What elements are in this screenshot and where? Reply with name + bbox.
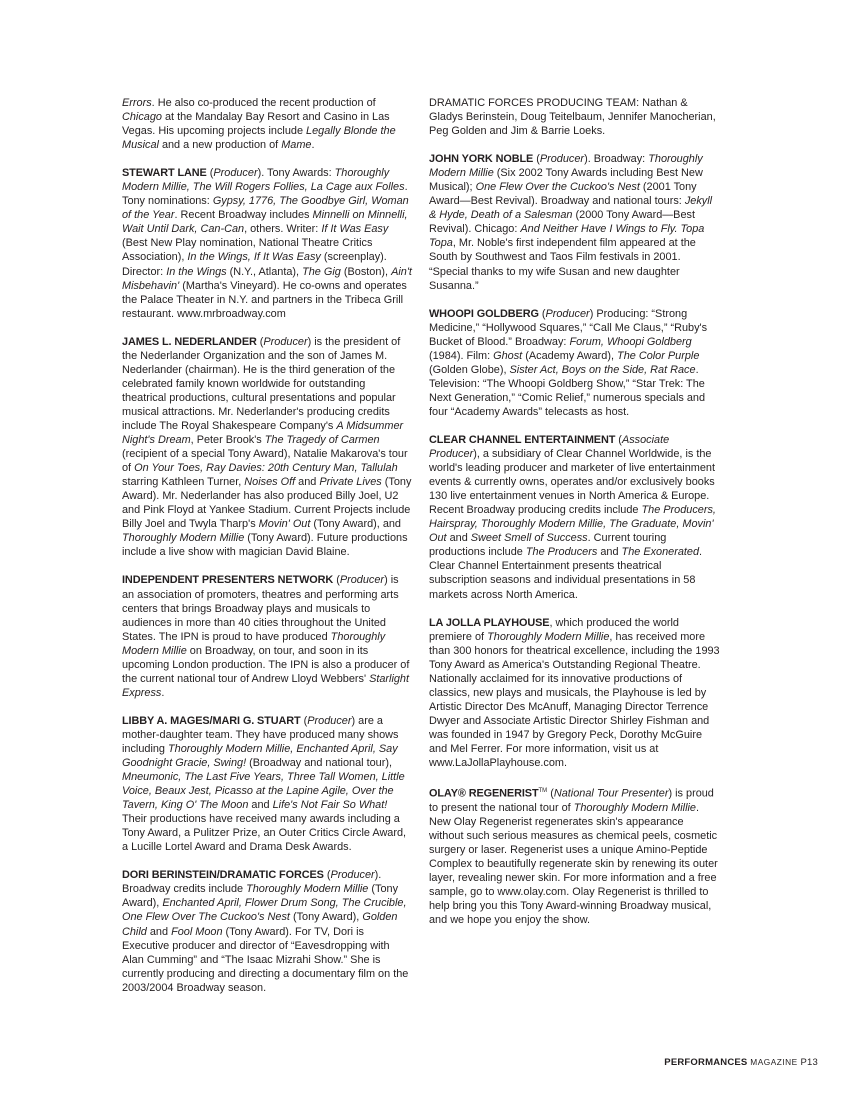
page-number: P13 [800, 1057, 818, 1068]
text-run: Minnelli on Minnelli, Wait Until Dark, Can-Can [122, 209, 408, 236]
text-run: Private Lives [319, 476, 382, 489]
text-run: ), a subsidiary of Clear Channel Worldwide, is the world's leading producer and marketer of live entertainment events & currently owns, operates and/or exclusively books 130 live entertainment venues in North America & Europe. Recent Broadway producing credits include [429, 448, 715, 517]
text-run: Producer [545, 307, 590, 320]
text-run: Movin' Out [258, 518, 311, 531]
text-run: Thoroughly Modern Millie [429, 153, 703, 180]
text-run: (N.Y., Atlanta), [226, 265, 303, 278]
bio-name: JOHN YORK NOBLE [429, 153, 534, 166]
text-run: Fool Moon [171, 925, 223, 938]
text-run: ). Broadway credits include [122, 869, 382, 896]
text-run: The Producers [525, 546, 598, 559]
text-run: and [146, 925, 172, 938]
text-run: (Golden Globe), [429, 363, 510, 376]
bio-name: INDEPENDENT PRESENTERS NETWORK [122, 574, 334, 587]
text-run: ) is the president of the Nederlander Organization and the son of James M. Nederlander (chairman). He is the third generation of the celebrated family known worldwide for outstanding theatrical productions, cultural presentations and popular musical attractions. Mr. Nederlander's producing credits include The Royal Shakespeare Company's [122, 335, 401, 432]
text-run: Producer [213, 167, 258, 180]
text-run: (Tony Award). Future productions include a live show with magician David Blaine. [122, 532, 408, 559]
text-run: ). Tony Awards: [257, 167, 335, 180]
right-column [429, 96, 721, 941]
text-run: . New Olay Regenerist regenerates skin's appearance without such serious measures as chemical peels, cosmetic surgery or laser. Regenerist uses a unique Amino-Peptide Complex to beautifully regenerate skin by renewing its outer layer, revealing newer skin. For more information and a free sample, go to www.olay.com. Olay Regenerist is thrilled to help bring you this Tony Award-winning Broadway musical, and we hope you enjoy the show. [429, 801, 718, 927]
text-run: The Exonerated [621, 546, 700, 559]
bio-name: OLAY® REGENERIST [429, 787, 539, 800]
text-run: and [295, 476, 320, 489]
bio-name: LA JOLLA PLAYHOUSE [429, 616, 550, 629]
text-run: In the Wings [166, 265, 227, 278]
text-run: Noises Off [244, 476, 296, 489]
text-run: Starlight Express [122, 672, 410, 699]
text-run: . He also co-produced the recent production of [151, 97, 376, 109]
text-run: Enchanted April, Flower Drum Song, The Crucible, One Flew Over The Cuckoo's Nest [122, 897, 407, 924]
text-run: ) are a mother-daughter team. They have produced many shows including [122, 714, 399, 755]
text-run: And Neither Have I Wings to Fly. Topa Topa [429, 223, 705, 250]
text-run: Producer [539, 153, 585, 166]
bio-paragraph [122, 166, 412, 321]
text-run: (Broadway and national tour), [246, 757, 393, 770]
text-run: and a new production of [158, 139, 282, 152]
text-run: Producer [307, 714, 352, 727]
text-run: The Tragedy of Carmen [264, 434, 380, 447]
text-run: and [248, 799, 273, 812]
text-run: ) is an association of promoters, theatres and performing arts centers that brings Broadway plays and musicals to audiences in more than 40 cities throughout the United States. The IPN is proud to have produced [122, 574, 399, 643]
bio-paragraph [429, 784, 721, 927]
text-run: Jekyll & Hyde, Death of a Salesman [429, 195, 713, 222]
text-run: One Flew Over the Cuckoo's Nest [475, 181, 640, 194]
text-run: . [311, 139, 315, 152]
bio-paragraph [122, 714, 412, 854]
text-run: , has received more than 300 honors for theatrical excellence, including the 1993 Tony Award as America's Outstanding Regional Theatre. Nationally acclaimed for its innovative productions of classics, new plays and musicals, the Playhouse is led by Artistic Director Des McAnuff, Managing Director Terrence Dwyer and Associate Artistic Director Shirley Fishman and was founded in 1947 by Gregory Peck, Dorothy McGuire and Mel Ferrer. For more information, visit us at www.LaJollaPlayhouse.com. [429, 630, 720, 770]
text-run: (1984). Film: [429, 349, 494, 362]
text-run: ( [256, 335, 264, 348]
text-run: DRAMATIC FORCES PRODUCING TEAM: Nathan & Gladys Berinstein, Doug Teitelbaum, Jennifer Manocherian, Peg Golden and Jim & Barrie Loeks. [429, 97, 716, 138]
text-run: The Gig [302, 265, 341, 278]
text-run: ( [547, 787, 554, 800]
text-run: Producer [339, 574, 385, 587]
text-run: . Current touring productions include [429, 532, 667, 559]
text-run: (Tony Award), [122, 883, 399, 910]
text-run: Producer [263, 335, 308, 348]
text-run: ) is proud to present the national tour of [429, 787, 714, 814]
text-run: Sweet Smell of Success [470, 532, 588, 545]
text-run: Producer [330, 869, 375, 882]
text-run: Sister Act, Boys on the Side, Rat Race [509, 363, 696, 376]
text-run: Gypsy, 1776, The Goodbye Girl, Woman of the Year [122, 195, 409, 222]
text-run: Thoroughly Modern Millie [122, 630, 386, 657]
text-run: Thoroughly Modern Millie, The Will Rogers Follies, La Cage aux Folles [122, 167, 405, 194]
text-run: Their productions have received many awards including a Tony Award, a Pulitzer Prize, an Outer Critics Circle Award, a Lucille Lortel Award and Drama Desk Awards. [122, 813, 407, 854]
text-run: Ghost [493, 349, 523, 362]
text-run: ( [538, 307, 546, 320]
text-run: Mneumonic, The Last Five Years, Three Tall Women, Little Voice, Beaux Jest, Picasso at the Lapine Agile, Over the Tavern, King O' The Moon [122, 771, 405, 812]
text-run: at the Mandalay Bay Resort and Casino in Las Vegas. His upcoming projects include [122, 111, 390, 138]
text-run: (Six 2002 Tony Awards including Best New Musical); [429, 167, 703, 194]
text-run: Legally Blonde the Musical [122, 125, 396, 152]
text-run: Thoroughly Modern Millie [122, 532, 245, 545]
bio-paragraph [122, 335, 412, 560]
text-run: (2000 Tony Award—Best Revival). Chicago: [429, 209, 695, 236]
text-run: on Broadway, on tour, and soon in its upcoming London production. The IPN is also a producer of the current national tour of Andrew Lloyd Webbers' [122, 644, 410, 685]
text-run: ). Broadway: [584, 153, 649, 166]
text-run: , which produced the world premiere of [429, 616, 679, 643]
publication-name: PERFORMANCES [664, 1057, 748, 1068]
text-run: ( [206, 167, 214, 180]
text-run: . [161, 686, 165, 699]
bio-name: WHOOPI GOLDBERG [429, 307, 539, 320]
text-run: and [597, 546, 622, 559]
bio-name: DORI BERINSTEIN/DRAMATIC FORCES [122, 869, 324, 882]
bio-paragraph [122, 868, 412, 994]
bio-paragraph [122, 573, 412, 699]
text-run: , Mr. Noble's first independent film appeared at the South by Southwest and Taos Film festivals in 2001. “Special thanks to my wife Susan and new daughter Susanna.” [429, 237, 696, 292]
left-column [122, 96, 412, 1009]
text-run: ( [323, 869, 331, 882]
text-run: (recipient of a special Tony Award), Natalie Makarova's tour of [122, 448, 408, 475]
text-run: . Recent Broadway includes [174, 209, 313, 222]
text-run: Thoroughly Modern Millie [573, 801, 696, 814]
text-run: ( [533, 153, 540, 166]
text-run: Forum, Whoopi Goldberg [569, 335, 692, 348]
text-run: . Clear Channel Entertainment presents theatrical subscription seasons and individual presentations in 58 markets across North America. [429, 546, 703, 601]
text-run: , others. Writer: [244, 223, 322, 236]
page-footer [600, 1057, 818, 1068]
text-run: Chicago [122, 111, 162, 124]
text-run: If It Was Easy [321, 223, 389, 236]
text-run: On Your Toes, Ray Davies: 20th Century Man, Tallulah [134, 462, 398, 475]
text-run: (Tony Award). Mr. Nederlander has also produced Billy Joel, U2 and Pink Floyd at Yankee Stadium. Current Projects include Billy Joel and Twyla Tharp's [122, 476, 412, 531]
text-run: ( [300, 714, 308, 727]
bio-paragraph [429, 307, 721, 419]
magazine-label: MAGAZINE [750, 1057, 798, 1067]
text-run: Thoroughly Modern Millie [246, 883, 369, 896]
text-run: and [446, 532, 471, 545]
text-run: ( [615, 433, 622, 446]
text-run: , Peter Brook's [190, 434, 265, 447]
text-run: . Television: “The Whoopi Goldberg Show,” “Star Trek: The Next Generation,” “Comic Relief,” numerous specials and four “Academy Awards” telecasts as host. [429, 363, 706, 418]
text-run: Life's Not Fair So What! [272, 799, 388, 812]
text-run: The Producers, Hairspray, Thoroughly Modern Millie, The Graduate, Movin' Out [429, 504, 716, 545]
text-run: Ain't Misbehavin' [122, 265, 412, 292]
bio-name: JAMES L. NEDERLANDER [122, 335, 257, 348]
text-run: Errors [122, 97, 152, 109]
text-run: In the Wings, If It Was Easy [187, 251, 321, 264]
text-run: Mame [281, 139, 312, 152]
text-run: (Tony Award), [289, 911, 363, 924]
text-run: Golden Child [122, 911, 398, 938]
text-run: Thoroughly Modern Millie [487, 630, 610, 643]
bio-paragraph [122, 96, 412, 152]
text-run: Thoroughly Modern Millie, Enchanted April, Say Goodnight Gracie, Swing! [122, 742, 398, 770]
bio-name: STEWART LANE [122, 167, 207, 180]
text-run: (screenplay). Director: [122, 251, 387, 278]
bio-name: LIBBY A. MAGES/MARI G. STUART [122, 714, 301, 727]
bio-paragraph [429, 433, 721, 602]
text-run: National Tour Presenter [553, 787, 669, 800]
bio-paragraph [429, 616, 721, 771]
text-run: (Boston), [340, 265, 392, 278]
text-run: ( [333, 574, 340, 587]
bio-paragraph [429, 152, 721, 292]
text-run: . Tony nominations: [122, 181, 408, 208]
text-run: (Martha's Vineyard). He co-owns and operates the Palace Theater in N.Y. and partners in the Tribeca Grill restaurant. www.mrbroadway.com [122, 279, 407, 320]
bio-paragraph [429, 96, 721, 138]
bio-name: CLEAR CHANNEL ENTERTAINMENT [429, 433, 616, 446]
text-run: Associate Producer [429, 433, 670, 461]
text-run: (Academy Award), [522, 349, 618, 362]
text-run: (2001 Tony Award—Best Revival). Broadway and national tours: [429, 181, 697, 208]
text-run: ) Producing: “Strong Medicine,” “Hollywood Squares,” “Call Me Claus,” “Ruby's Bucket of Blood.” Broadway: [429, 307, 708, 348]
text-run: (Tony Award), and [310, 518, 401, 531]
text-run: (Tony Award). For TV, Dori is Executive producer and director of “Eavesdropping with Alan Cumming” and “The Isaac Mizrahi Show.” She is currently producing and directing a documentary film on the 2003/2004 Broadway season. [122, 925, 409, 994]
text-run: starring Kathleen Turner, [122, 476, 245, 489]
text-run: TM [538, 788, 548, 795]
text-run: (Best New Play nomination, National Theatre Critics Association), [122, 237, 373, 264]
text-run: A Midsummer Night's Dream [122, 419, 404, 447]
text-run: The Color Purple [617, 349, 700, 362]
